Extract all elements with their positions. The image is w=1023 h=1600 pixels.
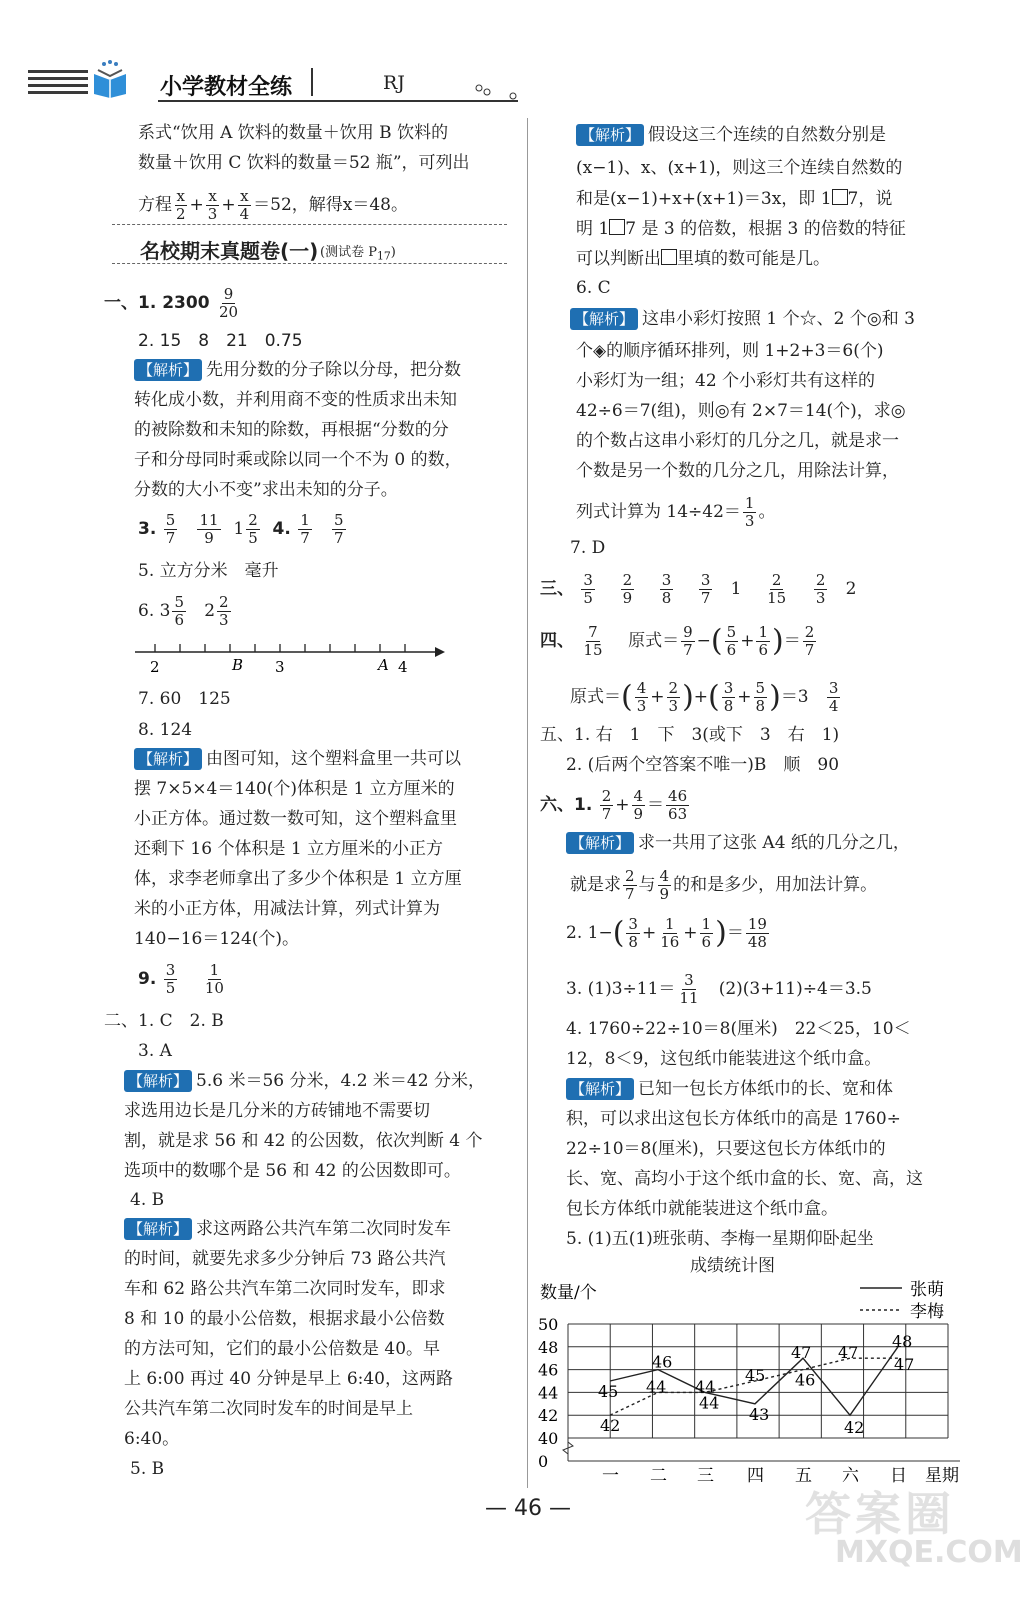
fraction: $\frac{2}{3}$	[668, 679, 679, 715]
analysis-text: 7，说	[847, 189, 893, 209]
fraction: $\frac{5}{6}$	[174, 593, 184, 629]
number-line	[130, 632, 450, 678]
x-tick-label: 六	[842, 1466, 859, 1486]
analysis-tag: 【解析】	[576, 124, 644, 146]
dashed-rule	[112, 263, 507, 264]
answer-liu-2: 2. 1−( $\frac{3}{8}$ + $\frac{1}{16}$ + $\frac{1}{6}$ )＝ $\frac{19}{48}$	[566, 915, 767, 951]
analysis-text: 假设这三个连续的自然数分别是	[648, 125, 887, 145]
header-divider	[311, 68, 313, 96]
answer-text: 9.	[138, 969, 157, 989]
chart-ylabel: 数量/个	[540, 1283, 597, 1303]
analysis-line: 6:40。	[124, 1429, 180, 1449]
data-label: 47	[791, 1343, 812, 1363]
subtitle-page: 17	[376, 249, 391, 263]
data-label: 47	[894, 1355, 915, 1375]
analysis-1-2	[134, 357, 461, 383]
analysis-line: 割，就是求 56 和 42 的公因数，依次判断 4 个	[124, 1131, 483, 1151]
fraction: $\frac{3}{11}$	[679, 971, 699, 1007]
analysis-r6	[570, 306, 915, 332]
analysis-text: 先用分数的分子除以分母，把分数	[206, 360, 462, 380]
fraction: $\frac{2}{15}$	[767, 571, 787, 607]
answer-san: 三、 $\frac{3}{5}$ $\frac{2}{9}$ $\frac{3}{8}$ $\frac{3}{7}$ 1 $\frac{2}{15}$ $\frac{2}{3}$ 2	[540, 571, 857, 607]
analysis-line: (x−1)、x、(x+1)，则这三个连续自然数的	[576, 158, 903, 178]
fraction: $\frac{2}{3}$	[815, 571, 826, 607]
answer-1-9	[138, 962, 228, 997]
analysis-text: 和是(x−1)+x+(x+1)＝3x，即 1	[576, 189, 832, 209]
column-divider	[527, 118, 528, 1488]
analysis-1-8	[134, 746, 461, 772]
analysis-line: 列式计算为 14÷42＝ $\frac{1}{3}$ 。	[576, 494, 776, 530]
analysis-line: 转化成小数，并利用商不变的性质求出未知	[134, 390, 457, 410]
analysis-tag: 【解析】	[124, 1218, 192, 1240]
fraction: $\frac{3}{5}$	[165, 961, 176, 997]
analysis-text: 里填的数可能是几。	[677, 249, 830, 269]
x-tick-label: 五	[795, 1466, 812, 1486]
analysis-line: 42÷6＝7(组)，则◎有 2×7＝14(个)，求◎	[576, 401, 906, 421]
numline-label-B: B	[232, 656, 244, 674]
intro-line-3: 方程 $\frac{x}{2}$ + $\frac{x}{3}$ + $\frac{x}{4}$ ＝52，解得x＝48。	[138, 187, 409, 223]
answer-2-4: 4. B	[130, 1190, 165, 1210]
fraction: $\frac{7}{15}$	[583, 623, 603, 659]
data-label: 46	[652, 1352, 673, 1372]
fraction: $\frac{5}{7}$	[334, 511, 344, 547]
header-underline	[158, 100, 518, 102]
fraction: $\frac{19}{48}$	[747, 915, 767, 951]
analysis-line: 米的小正方体，用减法计算，列式计算为	[134, 899, 440, 919]
analysis-tag: 【解析】	[570, 308, 638, 330]
watermark-logo: 答案圈	[805, 1487, 955, 1541]
answer-2-5: 5. B	[130, 1459, 165, 1479]
analysis-text: 求一共用了这张 A4 纸的几分之几，	[638, 833, 910, 853]
fraction: $\frac{1}{3}$	[744, 494, 755, 530]
answer-liu-5: 5. (1)五(1)班张萌、李梅一星期仰卧起坐	[566, 1229, 874, 1249]
analysis-text: 7 是 3 的倍数，根据 3 的倍数的特征	[625, 219, 906, 239]
analysis-text: 就是求	[570, 875, 621, 895]
x-axis-label: 星期	[925, 1466, 959, 1486]
answer-si-1: 四、 $\frac{7}{15}$ 原式＝ $\frac{9}{7}$ −( $\frac{5}{6}$ + $\frac{1}{6}$ )＝ $\frac{2}{7}$	[540, 623, 815, 659]
x-tick-label: 三	[697, 1466, 714, 1486]
page-header	[28, 52, 508, 107]
chart-legend	[860, 1280, 944, 1322]
intro-text: ＝52，解得	[253, 195, 343, 215]
analysis-line: 包长方体纸巾就能装进这个纸巾盒。	[566, 1199, 838, 1219]
answer-liu-1: 六、1. $\frac{2}{7}$ + $\frac{4}{9}$ ＝ $\frac{46}{63}$	[540, 787, 688, 823]
analysis-text: 与	[638, 875, 656, 895]
analysis-liu-1	[566, 830, 910, 856]
answer-text: 一、1. 2300	[104, 293, 210, 313]
fraction: $\frac{46}{63}$	[668, 787, 688, 823]
page-number-value: 46	[514, 1496, 542, 1521]
analysis-line: 长、宽、高均小于这个纸巾盒的长、宽、高，这	[566, 1169, 923, 1189]
analysis-line: 分数的大小不变”求出未知的分子。	[134, 480, 398, 500]
fraction: $\frac{3}{8}$	[723, 679, 734, 715]
analysis-tag: 【解析】	[134, 748, 202, 770]
y-tick-label: 0	[538, 1452, 549, 1471]
intro-text: x＝48。	[342, 195, 409, 215]
section-label: 三、	[540, 579, 574, 599]
analysis-2-3	[124, 1068, 485, 1094]
answer-2-1: 二、1. C 2. B	[104, 1011, 224, 1031]
fraction: $\frac{1}{6}$	[758, 623, 768, 659]
fraction: $\frac{2}{5}$	[248, 511, 258, 547]
analysis-text: 5.6 米＝56 分米，4.2 米＝42 分米，	[196, 1071, 485, 1091]
intro-line-1: 系式“饮用 A 饮料的数量＋饮用 B 饮料的	[138, 123, 449, 143]
answer-si-2: 原式＝( $\frac{4}{3}$ + $\frac{2}{3}$ )+( $\frac{3}{8}$ + $\frac{5}{8}$ )＝3 $\frac{3}{4}$	[570, 679, 839, 715]
fraction: $\frac{2}{3}$	[219, 593, 229, 629]
y-tick-label: 44	[538, 1383, 559, 1403]
y-tick-label: 40	[538, 1429, 559, 1448]
answer-1-5: 5. 立方分米 毫升	[138, 561, 279, 581]
subtitle-text: (测试卷 P	[320, 245, 377, 260]
fraction: $\frac{3}{8}$	[628, 915, 638, 951]
fraction: $\frac{2}{7}$	[804, 623, 815, 659]
fraction: $\frac{5}{7}$	[165, 511, 176, 547]
answer-liu-4b: 12，8＜9，这包纸巾能装进这个纸巾盒。	[566, 1049, 882, 1069]
dashed-rule	[112, 224, 507, 225]
answer-wu-1: 五、1. 右 1 下 3(或下 3 右 1)	[540, 725, 840, 745]
analysis-line	[570, 868, 877, 903]
blank-box	[832, 189, 848, 205]
analysis-text: 列式计算为 14÷42＝	[576, 502, 741, 522]
header-dots-icon	[473, 82, 523, 104]
x-tick-label: 日	[890, 1466, 907, 1486]
analysis-text: 这串小彩灯按照 1 个☆、2 个◎和 3	[642, 309, 915, 329]
analysis-line: 的个数占这串小彩灯的几分之几，就是求一	[576, 431, 899, 451]
section-subtitle: (测试卷 $P_{17}$)	[320, 245, 396, 263]
data-label: 44	[646, 1377, 667, 1397]
answer-1-2: 2. 15 8 21 0.75	[138, 331, 303, 351]
analysis-text: 求这两路公共汽车第二次同时发车	[196, 1219, 452, 1239]
watermark-url: MXQE.COM	[835, 1535, 1023, 1570]
chart-caption: 成绩统计图	[690, 1256, 775, 1276]
analysis-text: 的和是多少，用加法计算。	[673, 875, 878, 895]
analysis-line: 上 6:00 再过 40 分钟是早上 6:40，这两路	[124, 1369, 454, 1389]
analysis-line: 的时间，就要先求多少分钟后 73 路公共汽	[124, 1249, 446, 1269]
fraction: $\frac{x}{3}$	[207, 187, 218, 223]
header-stripes	[28, 70, 88, 98]
analysis-line: 的被除数和未知的除数，再根据“分数的分	[134, 420, 449, 440]
data-label: 45	[745, 1366, 766, 1385]
fraction: $\frac{4}{9}$	[633, 787, 644, 823]
answer-text: 4.	[272, 519, 291, 539]
analysis-line: 个◈的顺序循环排列，则 1+2+3＝6(个)	[576, 341, 884, 361]
data-label: 45	[598, 1382, 619, 1401]
answer-text: 6. 3	[138, 601, 171, 621]
section-title: 名校期末真题卷(一)	[140, 239, 319, 263]
analysis-liu-4	[566, 1076, 893, 1102]
fraction: $\frac{4}{3}$	[636, 679, 647, 715]
header-code: RJ	[383, 72, 405, 94]
data-label: 46	[795, 1370, 816, 1390]
y-tick-label: 48	[538, 1337, 559, 1357]
analysis-line: 140−16＝124(个)。	[134, 929, 300, 949]
intro-text: 方程	[138, 195, 172, 215]
analysis-line: 选项中的数哪个是 56 和 42 的公因数即可。	[124, 1161, 461, 1181]
answer-1-7: 7. 60 125	[138, 689, 231, 709]
y-tick-label: 50	[538, 1315, 559, 1334]
blank-box	[609, 219, 625, 235]
analysis-text: 已知一包长方体纸巾的长、宽和体	[638, 1079, 894, 1099]
section-label: 六、1.	[540, 795, 593, 815]
legend-label: 张萌	[910, 1280, 944, 1300]
data-label: 44	[699, 1393, 720, 1413]
analysis-line: 8 和 10 的最小公倍数，根据求最小公倍数	[124, 1309, 445, 1329]
answer-r7: 7. D	[570, 538, 606, 558]
fraction: $\frac{2}{7}$	[625, 867, 635, 903]
analysis-2-4	[124, 1216, 451, 1242]
header-title: 小学教材全练	[160, 75, 293, 100]
data-label: 42	[844, 1418, 865, 1438]
analysis-line: 体，求李老师拿出了多少个体积是 1 立方厘	[134, 869, 462, 889]
analysis-tag: 【解析】	[124, 1070, 192, 1092]
fraction: $\frac{3}{4}$	[828, 679, 839, 715]
expression-label: 原式＝	[570, 687, 621, 707]
data-label: 43	[749, 1404, 770, 1424]
answer-1-1	[104, 286, 242, 321]
legend-label: 李梅	[910, 1302, 944, 1322]
analysis-line: 摆 7×5×4＝140(个)体积是 1 立方厘米的	[134, 779, 455, 799]
fraction: $\frac{x}{4}$	[239, 187, 250, 223]
analysis-tag: 【解析】	[566, 832, 634, 854]
chart-marks	[598, 1332, 914, 1437]
answer-1-8: 8. 124	[138, 720, 193, 740]
answer-2-3: 3. A	[138, 1041, 172, 1061]
fraction: $\frac{9}{7}$	[683, 623, 693, 659]
analysis-line	[576, 186, 892, 212]
fraction: $\frac{11}{9}$	[199, 511, 219, 547]
fraction: $\frac{4}{9}$	[659, 867, 670, 903]
fraction: $\frac{1}{10}$	[204, 961, 224, 997]
intro-line-2: 数量＋饮用 C 饮料的数量＝52 瓶”，可列出	[138, 153, 470, 173]
analysis-line: 公共汽车第二次同时发车的时间是早上	[124, 1399, 413, 1419]
analysis-line	[576, 246, 830, 272]
fraction: $\frac{3}{8}$	[661, 571, 672, 607]
answer-wu-2: 2. (后两个空答案不唯一)B 顺 90	[566, 755, 840, 775]
fraction: $\frac{2}{7}$	[601, 787, 612, 823]
answer-text: (2)(3+11)÷4＝3.5	[718, 979, 872, 999]
answer-r6: 6. C	[576, 278, 611, 298]
analysis-text: 明 1	[576, 219, 610, 239]
analysis-line: 个数是另一个数的几分之几，用除法计算，	[576, 461, 899, 481]
answer-text: 3. (1)3÷11＝	[566, 979, 676, 999]
fraction: $\frac{1}{7}$	[300, 511, 310, 547]
fraction: $\frac{x}{2}$	[176, 187, 186, 223]
analysis-line: 求选用边长是几分米的方砖铺地不需要切	[124, 1101, 430, 1121]
answer-1-6: 6. 3 $\frac{5}{6}$ 2 $\frac{2}{3}$	[138, 593, 229, 629]
analysis-line: 的方法可知，它们的最小公倍数是 40。早	[124, 1339, 441, 1359]
line-chart	[530, 1276, 975, 1486]
data-label: 48	[892, 1331, 913, 1351]
analysis-line: 22÷10＝8(厘米)，只要这包长方体纸巾的	[566, 1139, 886, 1159]
analysis-tag: 【解析】	[134, 359, 202, 381]
analysis-tag: 【解析】	[566, 1078, 634, 1100]
fraction: $\frac{3}{5}$	[583, 571, 593, 607]
y-tick-label: 42	[538, 1406, 559, 1426]
fraction: $\frac{1}{6}$	[701, 915, 712, 951]
answer-text: 3.	[138, 519, 157, 539]
section-label: 四、	[540, 631, 574, 651]
fraction: $\frac{9}{20}$	[218, 285, 239, 321]
numline-label-2: 2	[150, 658, 160, 676]
analysis-line: 子和分母同时乘或除以同一个不为 0 的数，	[134, 450, 462, 470]
numline-label-A: A	[378, 656, 389, 674]
numline-label-4: 4	[398, 658, 408, 676]
fraction: $\frac{3}{7}$	[700, 571, 711, 607]
fraction: $\frac{5}{8}$	[755, 679, 766, 715]
analysis-line: 小彩灯为一组；42 个小彩灯共有这样的	[576, 371, 876, 391]
x-tick-label: 一	[602, 1466, 619, 1486]
data-label: 42	[600, 1416, 621, 1436]
analysis-r1	[576, 122, 886, 148]
answer-liu-3	[566, 972, 872, 1007]
expression-label: 原式＝	[628, 631, 680, 651]
answer-1-3-4: 3. $\frac{5}{7}$ $\frac{11}{9}$ 1 $\frac{2}{5}$ 4. $\frac{1}{7}$ $\frac{5}{7}$	[138, 511, 344, 547]
fraction: $\frac{2}{9}$	[622, 571, 633, 607]
data-label: 47	[838, 1343, 859, 1363]
analysis-line: 小正方体。通过数一数可知，这个塑料盒里	[134, 809, 457, 829]
analysis-line: 车和 62 路公共汽车第二次同时发车，即求	[124, 1279, 446, 1299]
fraction: $\frac{1}{16}$	[660, 915, 680, 951]
answer-text: 2. 1−	[566, 923, 613, 943]
analysis-line: 积，可以求出这包长方体纸巾的高是 1760÷	[566, 1109, 901, 1129]
fraction: $\frac{5}{6}$	[726, 623, 737, 659]
analysis-line: 还剩下 16 个体积是 1 立方厘米的小正方	[134, 839, 444, 859]
page-number: — 46 —	[485, 1496, 571, 1521]
analysis-line	[576, 216, 906, 242]
x-tick-label: 二	[650, 1466, 667, 1486]
data-label: 44	[695, 1377, 716, 1397]
x-tick-label: 四	[747, 1466, 764, 1486]
analysis-text: 可以判断出	[576, 249, 661, 269]
book-icon	[90, 60, 130, 100]
analysis-text: 由图可知，这个塑料盒里一共可以	[206, 749, 462, 769]
blank-box	[661, 249, 677, 265]
y-tick-label: 46	[538, 1360, 559, 1380]
numline-label-3: 3	[275, 658, 285, 676]
answer-liu-4: 4. 1760÷22÷10＝8(厘米) 22＜25，10＜	[566, 1019, 911, 1039]
